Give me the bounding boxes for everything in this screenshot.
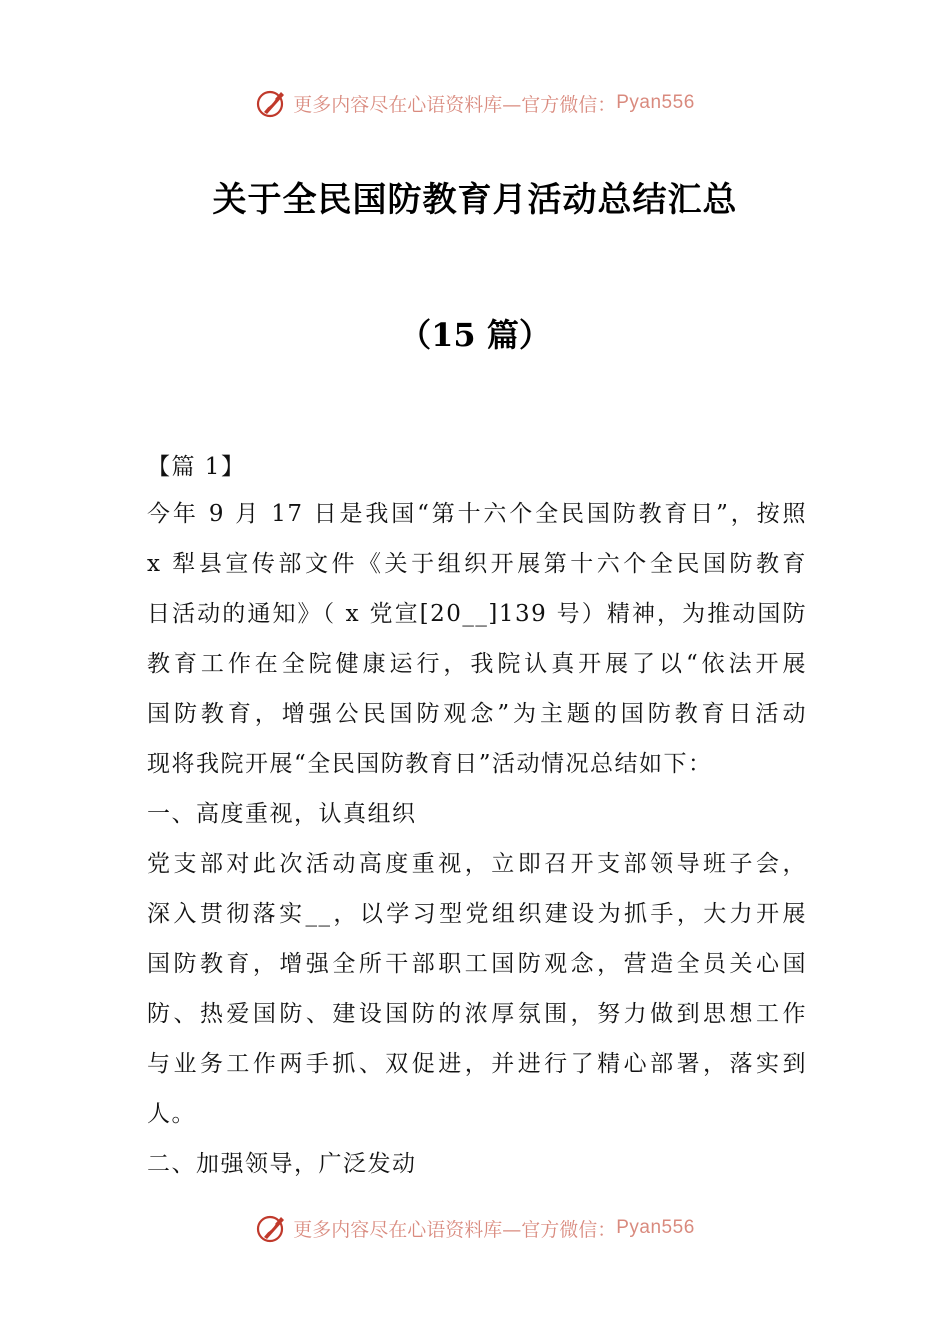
paragraph-line: 今年 9 月 17 日是我国“第十六个全民国防教育日”，按照 (147, 501, 807, 527)
paragraph-line: 教育工作在全院健康运行，我院认真开展了以“依法开展 (147, 651, 807, 677)
pen-logo-icon (255, 1211, 289, 1245)
watermark-handle: Pyan556 (616, 92, 695, 113)
section-heading: 【篇 1】 (147, 454, 246, 480)
subheading: 二、加强领导，广泛发动 (147, 1151, 417, 1177)
document-title: 关于全民国防教育月活动总结汇总 (212, 180, 738, 220)
watermark-banner-top (0, 83, 950, 123)
paragraph-line: x 犁县宣传部文件《关于组织开展第十六个全民国防教育 (147, 551, 807, 577)
watermark-handle: Pyan556 (616, 1217, 695, 1238)
watermark-text: 更多内容尽在心语资料库—官方微信： (293, 1218, 617, 1241)
paragraph-line: 与业务工作两手抓、双促进，并进行了精心部署，落实到 (147, 1051, 807, 1077)
paragraph-line: 防、热爱国防、建设国防的浓厚氛围，努力做到思想工作 (147, 1001, 807, 1027)
paragraph-line: 现将我院开展“全民国防教育日”活动情况总结如下： (147, 751, 713, 777)
paragraph-line: 日活动的通知》（ x 党宣[20__]139 号）精神，为推动国防 (147, 601, 807, 627)
watermark-banner-bottom (0, 1208, 950, 1248)
document-body (147, 445, 807, 1189)
paragraph-line: 国防教育，增强公民国防观念”为主题的国防教育日活动 (147, 701, 807, 727)
paragraph-line: 人。 (147, 1101, 196, 1127)
pen-logo-icon (255, 86, 289, 120)
subheading: 一、高度重视，认真组织 (147, 801, 417, 827)
paragraph-line: 党支部对此次活动高度重视，立即召开支部领导班子会， (147, 851, 807, 877)
document-subtitle: （15 篇） (399, 316, 551, 354)
paragraph-line: 国防教育，增强全所干部职工国防观念，营造全员关心国 (147, 951, 807, 977)
paragraph-line: 深入贯彻落实__，以学习型党组织建设为抓手，大力开展 (147, 901, 807, 927)
watermark-text: 更多内容尽在心语资料库—官方微信： (293, 93, 617, 116)
